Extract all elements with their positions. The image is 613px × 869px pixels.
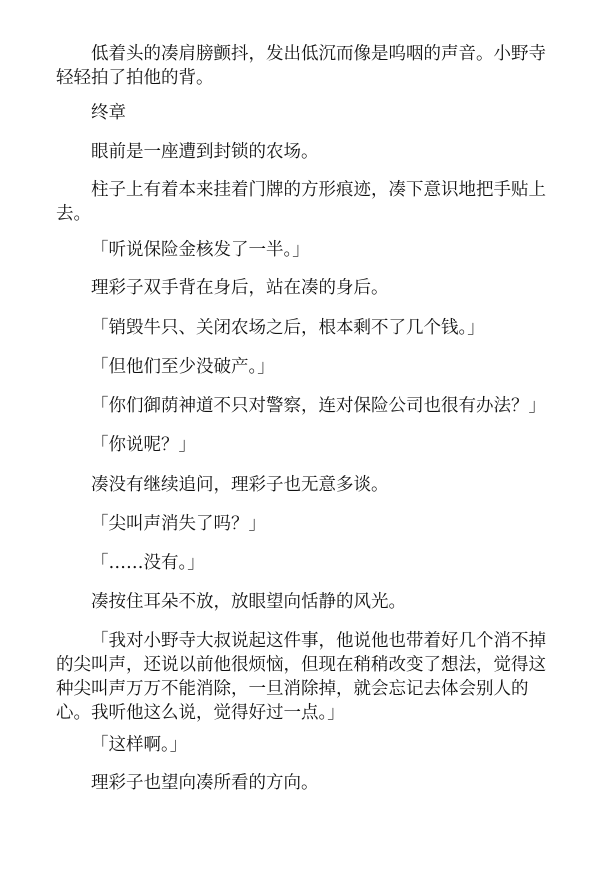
paragraph-14: 凑按住耳朵不放，放眼望向恬静的风光。 <box>91 592 406 612</box>
paragraph-1: 低着头的凑肩膀颤抖，发出低沉而像是呜咽的声音。小野寺轻轻拍了拍他的背。 <box>56 44 546 88</box>
paragraph-8: 「但他们至少没破产。」 <box>91 357 275 377</box>
paragraph-12: 「尖叫声消失了吗？」 <box>91 514 266 534</box>
chapter-heading: 终章 <box>91 103 126 123</box>
paragraph-17: 理彩子也望向凑所看的方向。 <box>91 773 319 793</box>
paragraph-9: 「你们御荫神道不只对警察，连对保险公司也很有办法？」 <box>91 396 546 416</box>
paragraph-15: 「我对小野寺大叔说起这件事，他说他也带着好几个消不掉的尖叫声，还说以前他很烦恼，但现在稍稍改变了想法，觉得这种尖叫声万万不能消除，一旦消除掉，就会忘记去体会别人的心。我听他这么说，觉得好过一点。」 <box>56 631 546 723</box>
paragraph-4: 柱子上有着本来挂着门牌的方形痕迹，凑下意识地把手贴上去。 <box>56 180 546 224</box>
paragraph-7: 「销毁牛只、关闭农场之后，根本剩不了几个钱。」 <box>91 318 485 338</box>
paragraph-16: 「这样啊。」 <box>91 735 188 755</box>
paragraph-3: 眼前是一座遭到封锁的农场。 <box>91 142 319 162</box>
paragraph-11: 凑没有继续追问，理彩子也无意多谈。 <box>91 475 389 495</box>
paragraph-13: 「……没有。」 <box>91 553 205 573</box>
paragraph-6: 理彩子双手背在身后，站在凑的身后。 <box>91 278 389 298</box>
paragraph-10: 「你说呢？」 <box>91 435 196 455</box>
paragraph-5: 「听说保险金核发了一半。」 <box>91 240 310 260</box>
